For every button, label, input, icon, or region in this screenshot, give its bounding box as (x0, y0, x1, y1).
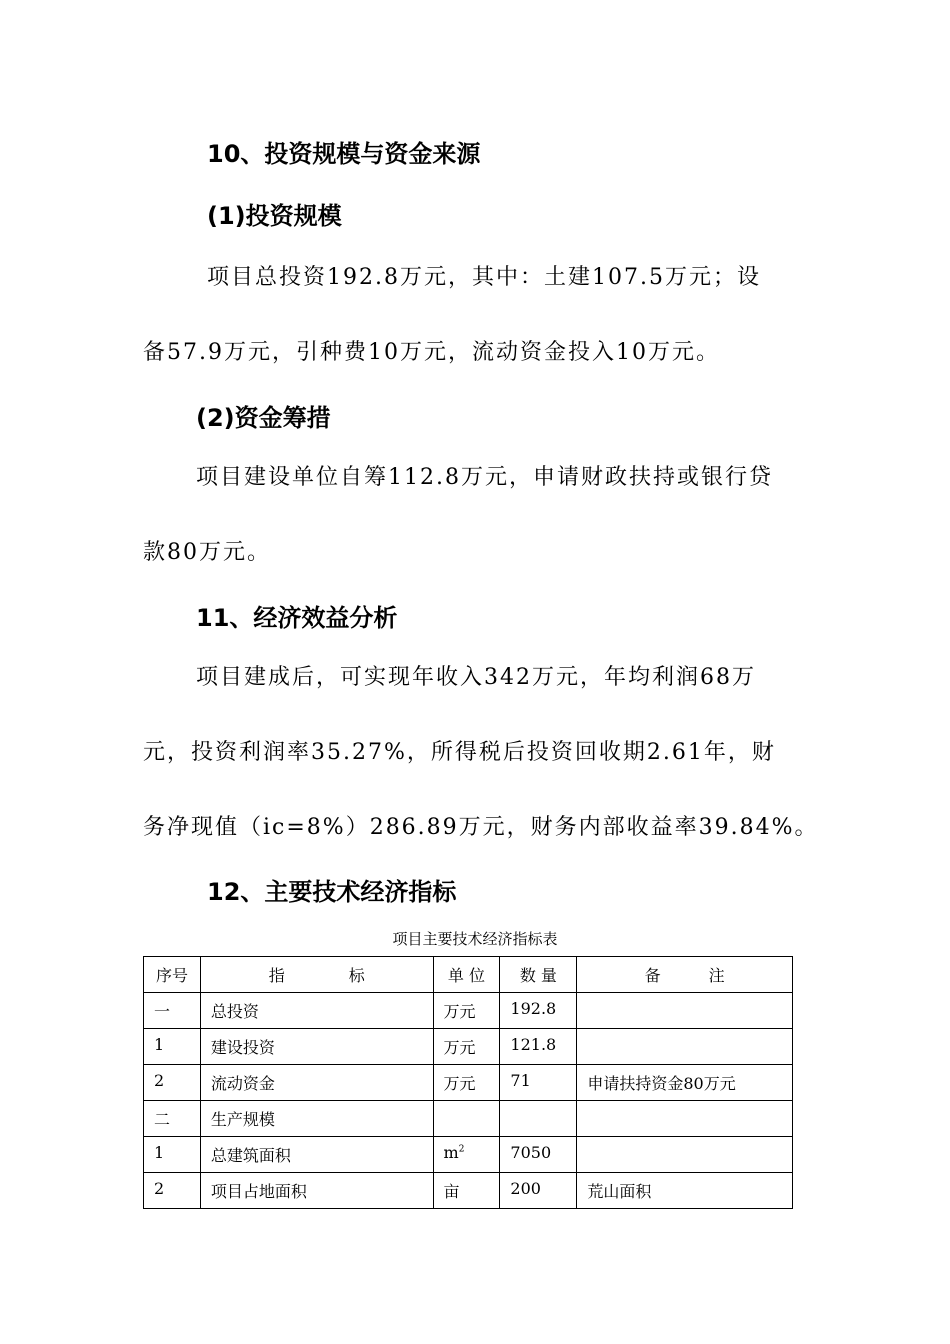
cell-remark (577, 1137, 793, 1173)
paragraph-economic-line3: 务净现值（ic=8%）286.89万元，财务内部收益率39.84%。 (143, 815, 819, 840)
paragraph-investment-line2: 备57.9万元，引种费10万元，流动资金投入10万元。 (143, 340, 720, 365)
header-unit: 单 位 (433, 957, 500, 993)
header-indicator: 指 标 (200, 957, 433, 993)
cell-indicator: 总投资 (200, 993, 433, 1029)
cell-index: 二 (144, 1101, 201, 1137)
table-row (144, 1173, 793, 1209)
table-row (144, 1029, 793, 1065)
cell-unit (433, 1137, 500, 1173)
table-header-row (144, 957, 793, 993)
cell-quantity: 200 (500, 1173, 577, 1209)
cell-indicator: 流动资金 (200, 1065, 433, 1101)
cell-indicator: 建设投资 (200, 1029, 433, 1065)
heading-10-2: (2)资金筹措 (196, 404, 331, 432)
cell-index: 2 (144, 1173, 201, 1209)
header-index: 序号 (144, 957, 201, 993)
paragraph-funding-line1: 项目建设单位自筹112.8万元，申请财政扶持或银行贷 (196, 465, 773, 490)
cell-unit: 万元 (433, 993, 500, 1029)
table-caption: 项目主要技术经济指标表 (392, 930, 558, 948)
table-row (144, 1137, 793, 1173)
cell-remark (577, 993, 793, 1029)
cell-index: 一 (144, 993, 201, 1029)
table-row (144, 993, 793, 1029)
heading-12: 12、主要技术经济指标 (207, 878, 457, 906)
paragraph-investment-line1: 项目总投资192.8万元，其中：土建107.5万元；设 (207, 265, 761, 290)
cell-indicator: 总建筑面积 (200, 1137, 433, 1173)
cell-indicator: 生产规模 (200, 1101, 433, 1137)
cell-remark (577, 1029, 793, 1065)
cell-remark: 申请扶持资金80万元 (577, 1065, 793, 1101)
indicator-table (143, 956, 793, 1209)
cell-unit: 亩 (433, 1173, 500, 1209)
cell-unit: 万元 (433, 1029, 500, 1065)
cell-unit (433, 1101, 500, 1137)
cell-index: 1 (144, 1137, 201, 1173)
heading-11: 11、经济效益分析 (196, 604, 398, 632)
cell-quantity: 71 (500, 1065, 577, 1101)
heading-10-1: (1)投资规模 (207, 202, 342, 230)
cell-index: 1 (144, 1029, 201, 1065)
cell-quantity (500, 1101, 577, 1137)
cell-unit: 万元 (433, 1065, 500, 1101)
table-row (144, 1065, 793, 1101)
table-row (144, 1101, 793, 1137)
cell-remark (577, 1101, 793, 1137)
cell-quantity: 7050 (500, 1137, 577, 1173)
header-remark: 备 注 (577, 957, 793, 993)
unit-text: m (443, 1143, 459, 1162)
heading-10: 10、投资规模与资金来源 (207, 140, 481, 168)
unit-superscript: 2 (458, 1144, 465, 1155)
paragraph-funding-line2: 款80万元。 (143, 540, 271, 565)
cell-remark: 荒山面积 (577, 1173, 793, 1209)
cell-index: 2 (144, 1065, 201, 1101)
paragraph-economic-line2: 元，投资利润率35.27%，所得税后投资回收期2.61年，财 (143, 740, 776, 765)
cell-quantity: 121.8 (500, 1029, 577, 1065)
cell-indicator: 项目占地面积 (200, 1173, 433, 1209)
header-quantity: 数 量 (500, 957, 577, 993)
paragraph-economic-line1: 项目建成后，可实现年收入342万元，年均利润68万 (196, 665, 756, 690)
cell-quantity: 192.8 (500, 993, 577, 1029)
